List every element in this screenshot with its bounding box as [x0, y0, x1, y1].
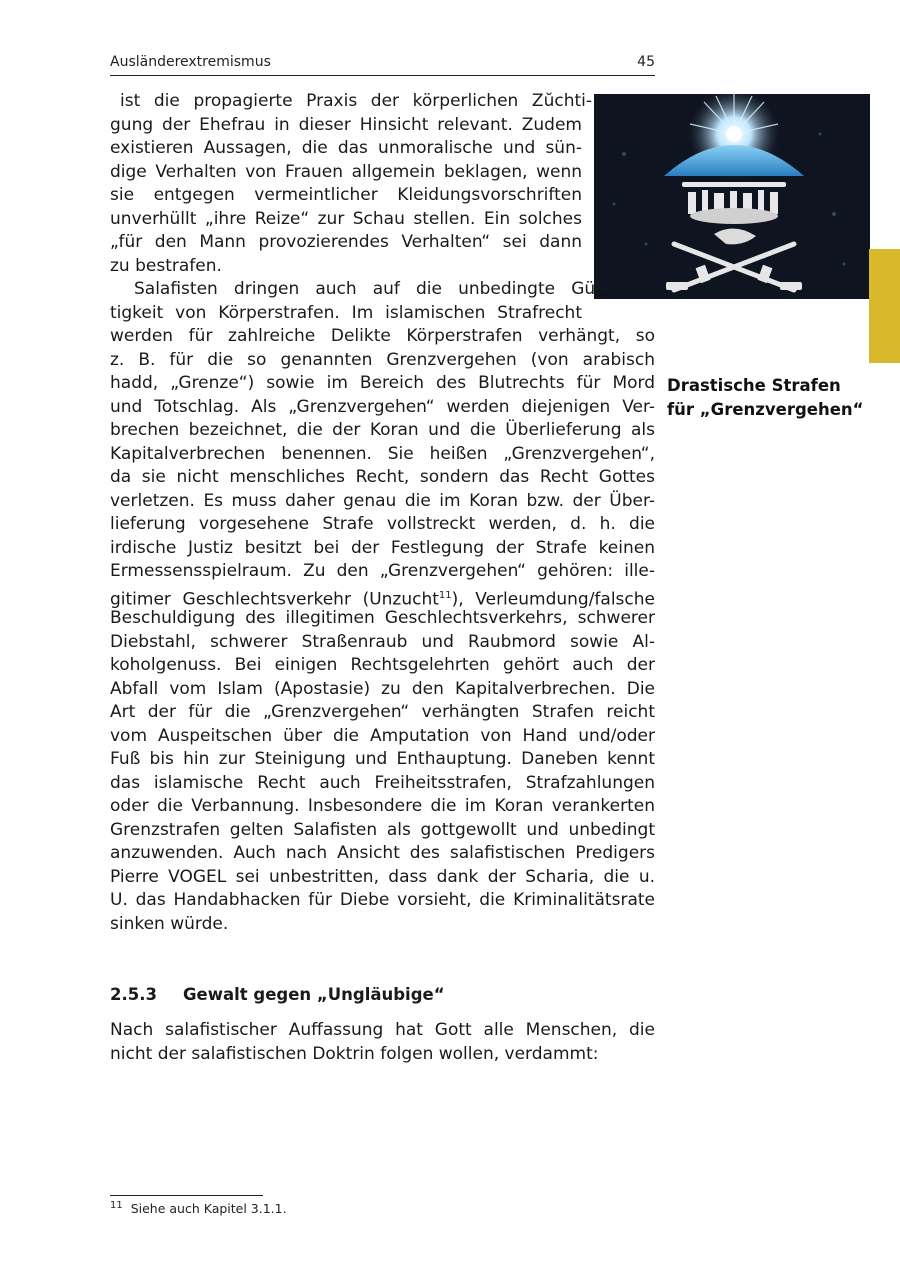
footnote-marker: 11 — [110, 1200, 123, 1211]
text-line-with-footnote — [110, 584, 655, 608]
text-line: ist die propagierte Praxis der körperlichen Zŭchti- — [120, 91, 592, 111]
text-line: da sie nicht menschliches Recht, sondern das Recht Gottes — [110, 467, 655, 487]
page-header — [110, 53, 655, 76]
text-line: sie entgegen vermeintlicher Kleidungsvorschriften — [110, 185, 582, 205]
text-line: Ermessensspielraum. Zu den „Grenzvergehen“ gehören: ille- — [110, 561, 655, 581]
section-text — [110, 1019, 655, 1066]
text-line: unverhüllt „ihre Reize“ zur Schau stellen. Ein solches — [110, 208, 582, 229]
text-line: vom Auspeitschen über die Amputation von Hand und/oder — [110, 725, 655, 746]
text-line: Abfall vom Islam (Apostasie) zu den Kapitalverbrechen. Die — [110, 678, 655, 699]
text-line: sinken würde. — [110, 913, 229, 934]
section-number: 2.5.3 — [110, 985, 157, 1004]
text-line: „für den Mann provozierendes Verhalten“ sei dann — [110, 232, 582, 252]
text-line: gung der Ehefrau in dieser Hinsicht relevant. Zudem — [110, 114, 582, 135]
text-line: nicht der salafistischen Doktrin folgen wollen, verdammt: — [110, 1043, 599, 1064]
chapter-accent-bar — [869, 249, 900, 363]
text-line: Diebstahl, schwerer Straßenraub und Raubmord sowie Al- — [110, 631, 655, 652]
text-line: dige Verhalten von Frauen allgemein beklagen, wenn — [110, 161, 582, 182]
text-line: Grenzstrafen gelten Salafisten als gottgewollt und unbedingt — [110, 819, 655, 840]
text-line: Pierre VOGEL sei unbestritten, dass dank der Scharia, die u. — [110, 866, 655, 887]
margin-note — [667, 374, 887, 421]
text-line: koholgenuss. Bei einigen Rechtsgelehrten gehört auch der — [110, 655, 655, 675]
text-line: Fuß bis hin zur Steinigung und Enthauptung. Daneben kennt — [110, 749, 655, 769]
text-line: Nach salafistischer Auffassung hat Gott alle Menschen, die — [110, 1020, 655, 1040]
text-line: brechen bezeichnet, die der Koran und die Überlieferung als — [110, 420, 655, 440]
text-line: verletzen. Es muss daher genau die im Koran bzw. der Über- — [110, 490, 655, 511]
text-line: das islamische Recht auch Freiheitsstrafen, Strafzahlungen — [110, 772, 655, 793]
text-line: oder die Verbannung. Insbesondere die im Koran verankerten — [110, 796, 655, 816]
text-line: existieren Aussagen, die das unmoralische und sün- — [110, 138, 582, 158]
text-line: Art der für die „Grenzvergehen“ verhängten Strafen reicht — [110, 702, 655, 722]
footnote-text: Siehe auch Kapitel 3.1.1. — [130, 1201, 287, 1217]
body-text — [110, 90, 655, 936]
text-line: werden für zahlreiche Delikte Körperstrafen verhängt, so — [110, 326, 655, 346]
text-line: Kapitalverbrechen benennen. Sie heißen „Grenzvergehen“, — [110, 443, 655, 464]
text-line: U. das Handabhacken für Diebe vorsieht, die Kriminalitätsrate — [110, 890, 655, 910]
text-line: tigkeit von Körperstrafen. Im islamischen Strafrecht — [110, 302, 582, 323]
page-number: 45 — [637, 54, 655, 70]
text-line: zu bestrafen. — [110, 255, 222, 276]
footnote-divider — [110, 1195, 263, 1196]
text-line: irdische Justiz besitzt bei der Festlegung der Strafe keinen — [110, 537, 655, 558]
running-title: Ausländerextremismus — [110, 54, 271, 70]
footnote — [110, 1200, 287, 1216]
text-line: Beschuldigung des illegitimen Geschlechtsverkehrs, schwerer — [110, 608, 655, 628]
text-line: Salafisten dringen auch auf die unbedingte Gül- — [134, 279, 606, 299]
text-line: hadd, „Grenze“) sowie im Bereich des Blutrechts für Mord — [110, 373, 655, 393]
text-line: z. B. für die so genannten Grenzvergehen (von arabisch — [110, 349, 655, 370]
text-line: anzuwenden. Auch nach Ansicht des salafistischen Predigers — [110, 843, 655, 863]
section-title: Gewalt gegen „Ungläubige“ — [183, 985, 445, 1004]
footnote-reference: 11 — [438, 589, 452, 601]
text-fragment: ), Verleumdung/falsche — [451, 589, 655, 610]
section-heading — [110, 985, 655, 1004]
text-fragment: gitimer Geschlechtsverkehr (Unzucht — [110, 589, 439, 610]
margin-note-line: für „Grenzvergehen“ — [667, 399, 864, 419]
text-line: lieferung vorgesehene Strafe vollstreckt werden, d. h. die — [110, 514, 655, 534]
text-line: und Totschlag. Als „Grenzvergehen“ werden diejenigen Ver- — [110, 396, 655, 417]
margin-note-line: Drastische Strafen — [667, 376, 841, 395]
